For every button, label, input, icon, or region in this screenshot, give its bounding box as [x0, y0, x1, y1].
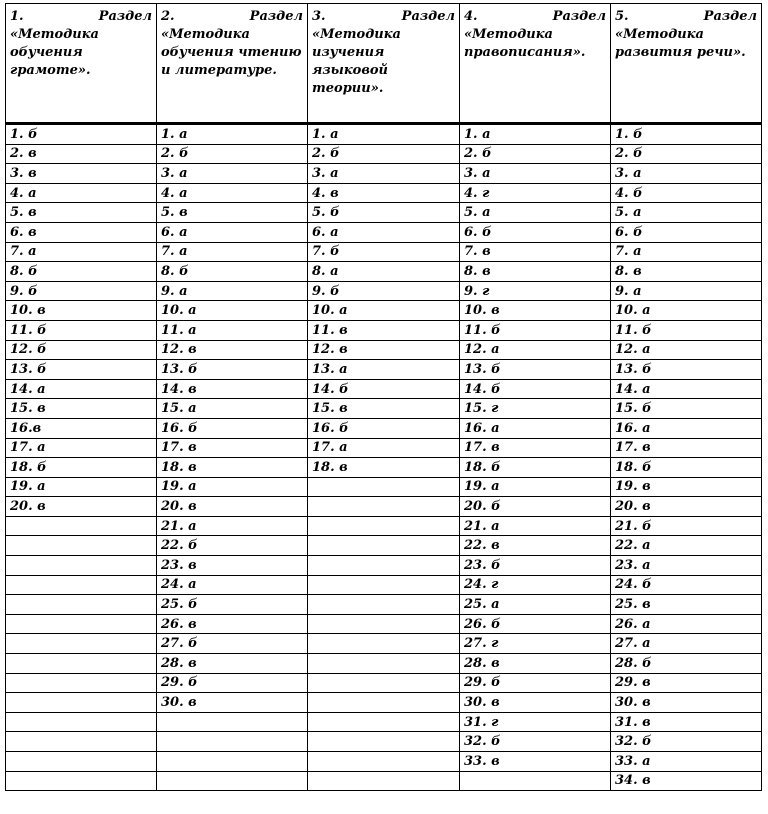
- answer-cell: [6, 673, 157, 693]
- answer-cell: 6. а: [157, 222, 308, 242]
- answer-cell: 31. в: [611, 712, 762, 732]
- answer-cell: 10. в: [460, 301, 611, 321]
- answer-cell: 22. в: [460, 536, 611, 556]
- answer-cell: [157, 771, 308, 791]
- table-row: [6, 732, 762, 752]
- answer-cell: 3. а: [157, 164, 308, 184]
- header-section-1: [6, 4, 157, 124]
- answer-cell: 17. а: [308, 438, 460, 458]
- answer-cell: 12. в: [157, 340, 308, 360]
- table-row: [6, 556, 762, 576]
- answer-cell: 7. б: [308, 242, 460, 262]
- table-row: [6, 281, 762, 301]
- answer-cell: 14. а: [6, 379, 157, 399]
- answer-cell: 2. б: [460, 144, 611, 164]
- section-number: 3.: [312, 9, 326, 24]
- answer-cell: 25. б: [157, 595, 308, 615]
- answer-cell: 10. а: [157, 301, 308, 321]
- answer-cell: 3. а: [611, 164, 762, 184]
- answer-cell: 29. в: [611, 673, 762, 693]
- answer-cell: 17. в: [157, 438, 308, 458]
- answer-cell: 25. а: [460, 595, 611, 615]
- table-row: [6, 320, 762, 340]
- table-row: [6, 693, 762, 713]
- answer-cell: 21. а: [157, 516, 308, 536]
- answer-cell: 6. а: [308, 222, 460, 242]
- answer-cell: 13. б: [6, 360, 157, 380]
- answer-cell: 13. б: [460, 360, 611, 380]
- answer-cell: 22. б: [157, 536, 308, 556]
- answer-cell: [308, 712, 460, 732]
- table-row: [6, 477, 762, 497]
- answer-cell: 11. б: [6, 320, 157, 340]
- answer-cell: 16. а: [460, 418, 611, 438]
- answer-cell: 17. в: [611, 438, 762, 458]
- answer-cell: [308, 771, 460, 791]
- table-row: [6, 536, 762, 556]
- table-row: [6, 771, 762, 791]
- header-section-4: [460, 4, 611, 124]
- answer-cell: 9. а: [157, 281, 308, 301]
- answer-cell: 32. б: [611, 732, 762, 752]
- answer-cell: [308, 634, 460, 654]
- header-section-2: [157, 4, 308, 124]
- answer-cell: 6. б: [611, 222, 762, 242]
- table-row: [6, 124, 762, 145]
- answer-cell: 14. б: [308, 379, 460, 399]
- answer-cell: 9. г: [460, 281, 611, 301]
- answer-cell: [6, 575, 157, 595]
- answer-cell: 16. а: [611, 418, 762, 438]
- header-section-5: [611, 4, 762, 124]
- answer-cell: 5. в: [157, 203, 308, 223]
- table-row: [6, 654, 762, 674]
- answer-cell: 10. а: [308, 301, 460, 321]
- answer-cell: 33. а: [611, 752, 762, 772]
- answer-cell: 1. б: [6, 124, 157, 145]
- answer-body: [6, 124, 762, 791]
- answer-cell: [308, 497, 460, 517]
- answer-cell: [6, 634, 157, 654]
- answer-cell: 12. б: [6, 340, 157, 360]
- answer-cell: 24. г: [460, 575, 611, 595]
- section-word: Раздел: [552, 9, 606, 24]
- answer-cell: 9. б: [6, 281, 157, 301]
- answer-cell: 9. а: [611, 281, 762, 301]
- table-row: [6, 634, 762, 654]
- answer-cell: 16. б: [308, 418, 460, 438]
- answer-cell: 30. в: [611, 693, 762, 713]
- table-row: [6, 183, 762, 203]
- answer-cell: 5. а: [611, 203, 762, 223]
- answer-cell: 25. в: [611, 595, 762, 615]
- answer-cell: 6. в: [6, 222, 157, 242]
- section-number: 5.: [615, 9, 629, 24]
- answer-cell: 7. в: [460, 242, 611, 262]
- answer-cell: [308, 654, 460, 674]
- section-word: Раздел: [98, 9, 152, 24]
- table-row: [6, 438, 762, 458]
- answer-cell: 2. в: [6, 144, 157, 164]
- answer-cell: 3. а: [308, 164, 460, 184]
- answer-cell: [6, 595, 157, 615]
- answer-cell: [6, 536, 157, 556]
- table-row: [6, 379, 762, 399]
- answer-cell: 28. в: [460, 654, 611, 674]
- table-row: [6, 575, 762, 595]
- answer-cell: 20. в: [611, 497, 762, 517]
- answer-cell: 11. б: [611, 320, 762, 340]
- answer-cell: 18. б: [6, 458, 157, 478]
- answer-cell: [460, 771, 611, 791]
- answer-cell: [6, 654, 157, 674]
- answer-cell: [308, 556, 460, 576]
- section-number: 4.: [464, 9, 478, 24]
- answer-cell: [6, 693, 157, 713]
- answer-cell: [157, 752, 308, 772]
- answer-cell: [6, 771, 157, 791]
- answer-cell: 4. в: [308, 183, 460, 203]
- table-row: [6, 262, 762, 282]
- table-row: [6, 399, 762, 419]
- table-row: [6, 301, 762, 321]
- answer-cell: 26. а: [611, 614, 762, 634]
- answer-cell: 15. в: [308, 399, 460, 419]
- answer-cell: 14. а: [611, 379, 762, 399]
- table-row: [6, 497, 762, 517]
- answer-cell: 9. б: [308, 281, 460, 301]
- answer-cell: 22. а: [611, 536, 762, 556]
- answer-cell: 19. в: [611, 477, 762, 497]
- answer-cell: [308, 516, 460, 536]
- answer-cell: 3. в: [6, 164, 157, 184]
- answer-cell: 8. в: [611, 262, 762, 282]
- answer-cell: 23. а: [611, 556, 762, 576]
- answer-cell: [6, 614, 157, 634]
- answer-cell: 1. а: [308, 124, 460, 145]
- answer-cell: 32. б: [460, 732, 611, 752]
- answer-cell: 26. в: [157, 614, 308, 634]
- table-row: [6, 516, 762, 536]
- answer-cell: 5. а: [460, 203, 611, 223]
- table-row: [6, 242, 762, 262]
- answer-cell: 20. б: [460, 497, 611, 517]
- section-number: 2.: [161, 9, 175, 24]
- answer-cell: 1. а: [460, 124, 611, 145]
- section-word: Раздел: [703, 9, 757, 24]
- table-row: [6, 360, 762, 380]
- header-section-3: [308, 4, 460, 124]
- answer-cell: 4. а: [6, 183, 157, 203]
- answer-cell: 12. а: [611, 340, 762, 360]
- answer-cell: 15. б: [611, 399, 762, 419]
- answer-cell: [6, 752, 157, 772]
- answer-cell: [308, 575, 460, 595]
- answer-cell: [157, 732, 308, 752]
- table-row: [6, 752, 762, 772]
- table-row: [6, 673, 762, 693]
- answer-cell: [308, 595, 460, 615]
- answer-cell: [308, 673, 460, 693]
- answer-cell: 4. б: [611, 183, 762, 203]
- answer-cell: 24. а: [157, 575, 308, 595]
- section-number: 1.: [10, 9, 24, 24]
- answer-cell: 28. в: [157, 654, 308, 674]
- table-row: [6, 418, 762, 438]
- answer-cell: [6, 556, 157, 576]
- answer-cell: 7. а: [611, 242, 762, 262]
- answer-cell: 14. в: [157, 379, 308, 399]
- section-word: Раздел: [249, 9, 303, 24]
- answer-cell: 12. а: [460, 340, 611, 360]
- answer-cell: 11. а: [157, 320, 308, 340]
- answer-cell: 4. а: [157, 183, 308, 203]
- answer-cell: 31. г: [460, 712, 611, 732]
- section-title: «Методика обучения чтению и литературе.: [161, 27, 302, 78]
- answer-cell: 1. б: [611, 124, 762, 145]
- answer-cell: 30. в: [157, 693, 308, 713]
- answer-cell: 6. б: [460, 222, 611, 242]
- answer-cell: 19. а: [460, 477, 611, 497]
- answer-cell: 16.в: [6, 418, 157, 438]
- answer-cell: 27. б: [157, 634, 308, 654]
- table-row: [6, 144, 762, 164]
- answer-cell: 8. а: [308, 262, 460, 282]
- answer-cell: [308, 732, 460, 752]
- answer-cell: 27. г: [460, 634, 611, 654]
- answer-cell: 8. в: [460, 262, 611, 282]
- answer-cell: 29. б: [157, 673, 308, 693]
- answer-cell: 11. в: [308, 320, 460, 340]
- table-row: [6, 614, 762, 634]
- answer-cell: 16. б: [157, 418, 308, 438]
- answer-cell: 29. б: [460, 673, 611, 693]
- answer-cell: 28. б: [611, 654, 762, 674]
- answer-cell: 14. б: [460, 379, 611, 399]
- answer-cell: 2. б: [611, 144, 762, 164]
- answer-cell: 10. а: [611, 301, 762, 321]
- answer-cell: 11. б: [460, 320, 611, 340]
- answer-cell: [157, 712, 308, 732]
- answer-cell: 18. в: [157, 458, 308, 478]
- answer-cell: 17. а: [6, 438, 157, 458]
- answer-cell: 20. в: [157, 497, 308, 517]
- answer-cell: 15. г: [460, 399, 611, 419]
- answer-cell: 18. б: [460, 458, 611, 478]
- answer-cell: 21. а: [460, 516, 611, 536]
- answer-cell: [308, 752, 460, 772]
- answer-cell: 20. в: [6, 497, 157, 517]
- answer-cell: 12. в: [308, 340, 460, 360]
- section-title: «Методика правописания».: [464, 27, 586, 60]
- answer-cell: 13. б: [157, 360, 308, 380]
- answer-cell: 18. б: [611, 458, 762, 478]
- answer-cell: 33. в: [460, 752, 611, 772]
- answer-cell: 13. б: [611, 360, 762, 380]
- table-row: [6, 340, 762, 360]
- answer-cell: 7. а: [6, 242, 157, 262]
- section-title: «Методика обучения грамоте».: [10, 27, 99, 78]
- answer-cell: 23. б: [460, 556, 611, 576]
- answer-cell: 5. в: [6, 203, 157, 223]
- answer-cell: 27. а: [611, 634, 762, 654]
- answer-cell: 7. а: [157, 242, 308, 262]
- answer-cell: [308, 614, 460, 634]
- answer-key-table: [5, 3, 762, 791]
- answer-cell: 1. а: [157, 124, 308, 145]
- answer-cell: 8. б: [6, 262, 157, 282]
- section-title: «Методика развития речи».: [615, 27, 746, 60]
- answer-cell: 21. б: [611, 516, 762, 536]
- answer-cell: 8. б: [157, 262, 308, 282]
- table-row: [6, 222, 762, 242]
- answer-cell: 2. б: [157, 144, 308, 164]
- section-word: Раздел: [401, 9, 455, 24]
- answer-cell: 23. в: [157, 556, 308, 576]
- answer-cell: 18. в: [308, 458, 460, 478]
- answer-cell: [308, 536, 460, 556]
- table-row: [6, 203, 762, 223]
- answer-cell: 5. б: [308, 203, 460, 223]
- answer-cell: [6, 732, 157, 752]
- answer-cell: 10. в: [6, 301, 157, 321]
- answer-cell: 26. б: [460, 614, 611, 634]
- answer-cell: 17. в: [460, 438, 611, 458]
- table-row: [6, 595, 762, 615]
- answer-cell: 30. в: [460, 693, 611, 713]
- answer-cell: 15. а: [157, 399, 308, 419]
- answer-cell: 19. а: [157, 477, 308, 497]
- answer-cell: [6, 712, 157, 732]
- table-row: [6, 458, 762, 478]
- section-title: «Методика изучения языковой теории».: [312, 27, 401, 96]
- answer-cell: 24. б: [611, 575, 762, 595]
- answer-cell: 15. в: [6, 399, 157, 419]
- answer-cell: 34. в: [611, 771, 762, 791]
- header-row: [6, 4, 762, 124]
- answer-cell: [308, 693, 460, 713]
- table-row: [6, 712, 762, 732]
- answer-cell: 4. г: [460, 183, 611, 203]
- answer-cell: 13. а: [308, 360, 460, 380]
- table-row: [6, 164, 762, 184]
- answer-cell: 2. б: [308, 144, 460, 164]
- answer-cell: 3. а: [460, 164, 611, 184]
- answer-cell: [308, 477, 460, 497]
- answer-cell: [6, 516, 157, 536]
- answer-cell: 19. а: [6, 477, 157, 497]
